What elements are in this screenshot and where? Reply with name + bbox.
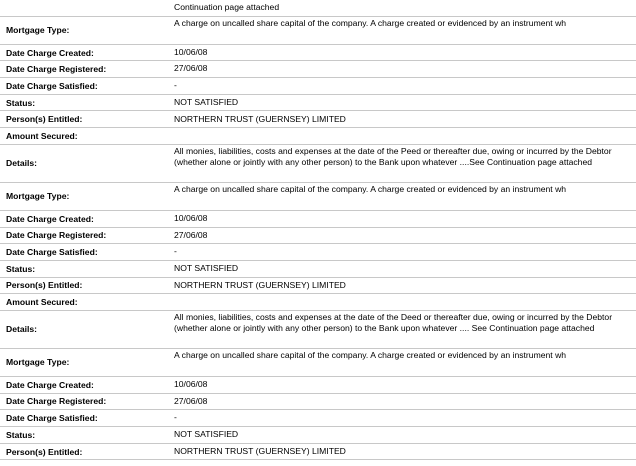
details-row	[0, 311, 636, 349]
date-created-row	[0, 45, 636, 62]
persons-entitled-value: NORTHERN TRUST (GUERNSEY) LIMITED	[174, 445, 346, 456]
mortgage-type-label: Mortgage Type:	[6, 25, 70, 36]
mortgage-type-label: Mortgage Type:	[6, 191, 70, 202]
persons-entitled-row	[0, 444, 636, 461]
persons-entitled-value: NORTHERN TRUST (GUERNSEY) LIMITED	[174, 113, 346, 124]
date-registered-label: Date Charge Registered:	[6, 396, 107, 407]
date-created-value: 10/06/08	[174, 379, 208, 390]
status-row	[0, 95, 636, 112]
date-registered-value: 27/06/08	[174, 229, 208, 240]
continuation-row	[0, 0, 636, 17]
mortgage-type-value: A charge on uncalled share capital of the company. A charge created or evidenced by an instrument wh	[174, 349, 567, 360]
date-satisfied-row	[0, 244, 636, 261]
date-created-label: Date Charge Created:	[6, 379, 94, 390]
amount-secured-label: Amount Secured:	[6, 130, 78, 141]
date-satisfied-value: -	[174, 246, 177, 257]
date-satisfied-label: Date Charge Satisfied:	[6, 80, 98, 91]
mortgage-type-row	[0, 183, 636, 211]
persons-entitled-label: Person(s) Entitled:	[6, 280, 83, 291]
date-created-label: Date Charge Created:	[6, 213, 94, 224]
status-value: NOT SATISFIED	[174, 262, 239, 273]
date-created-value: 10/06/08	[174, 212, 208, 223]
persons-entitled-row	[0, 111, 636, 128]
date-satisfied-label: Date Charge Satisfied:	[6, 413, 98, 424]
date-created-label: Date Charge Created:	[6, 47, 94, 58]
date-created-value: 10/06/08	[174, 46, 208, 57]
mortgage-type-row	[0, 17, 636, 45]
persons-entitled-label: Person(s) Entitled:	[6, 446, 83, 457]
details-value: All monies, liabilities, costs and expenses at the date of the Peed or thereafter due, owing or incurred by the Debtor (whether alone or jointly with any other person) to the Bank upon whatever ....See Continuation page attached	[174, 145, 612, 168]
mortgage-type-label: Mortgage Type:	[6, 357, 70, 368]
date-registered-label: Date Charge Registered:	[6, 64, 107, 75]
mortgage-type-value: A charge on uncalled share capital of the company. A charge created or evidenced by an instrument wh	[174, 183, 567, 194]
persons-entitled-value: NORTHERN TRUST (GUERNSEY) LIMITED	[174, 279, 346, 290]
status-label: Status:	[6, 429, 36, 440]
date-satisfied-row	[0, 410, 636, 427]
date-created-row	[0, 377, 636, 394]
status-value: NOT SATISFIED	[174, 96, 239, 107]
date-satisfied-label: Date Charge Satisfied:	[6, 247, 98, 258]
persons-entitled-label: Person(s) Entitled:	[6, 114, 83, 125]
amount-secured-row	[0, 128, 636, 145]
continuation-value: Continuation page attached	[174, 2, 280, 13]
date-created-row	[0, 211, 636, 228]
date-registered-value: 27/06/08	[174, 395, 208, 406]
date-registered-row	[0, 61, 636, 78]
status-label: Status:	[6, 97, 36, 108]
details-label: Details:	[6, 324, 38, 335]
date-satisfied-value: -	[174, 412, 177, 423]
amount-secured-label: Amount Secured:	[6, 297, 78, 308]
date-satisfied-row	[0, 78, 636, 95]
amount-secured-row	[0, 294, 636, 311]
status-value: NOT SATISFIED	[174, 429, 239, 440]
date-satisfied-value: -	[174, 80, 177, 91]
details-row	[0, 145, 636, 183]
date-registered-value: 27/06/08	[174, 63, 208, 74]
status-row	[0, 261, 636, 278]
date-registered-label: Date Charge Registered:	[6, 230, 107, 241]
persons-entitled-row	[0, 278, 636, 295]
status-row	[0, 427, 636, 444]
mortgage-type-row	[0, 349, 636, 377]
status-label: Status:	[6, 263, 36, 274]
details-value: All monies, liabilities, costs and expenses at the date of the Deed or thereafter due, owing or incurred by the Debtor (whether alone or jointly with any other person) to the Bank upon whatever .... See Continuation page attached	[174, 311, 613, 334]
mortgage-type-value: A charge on uncalled share capital of the company. A charge created or evidenced by an instrument wh	[174, 17, 567, 28]
details-label: Details:	[6, 158, 38, 169]
date-registered-row	[0, 228, 636, 245]
date-registered-row	[0, 394, 636, 411]
